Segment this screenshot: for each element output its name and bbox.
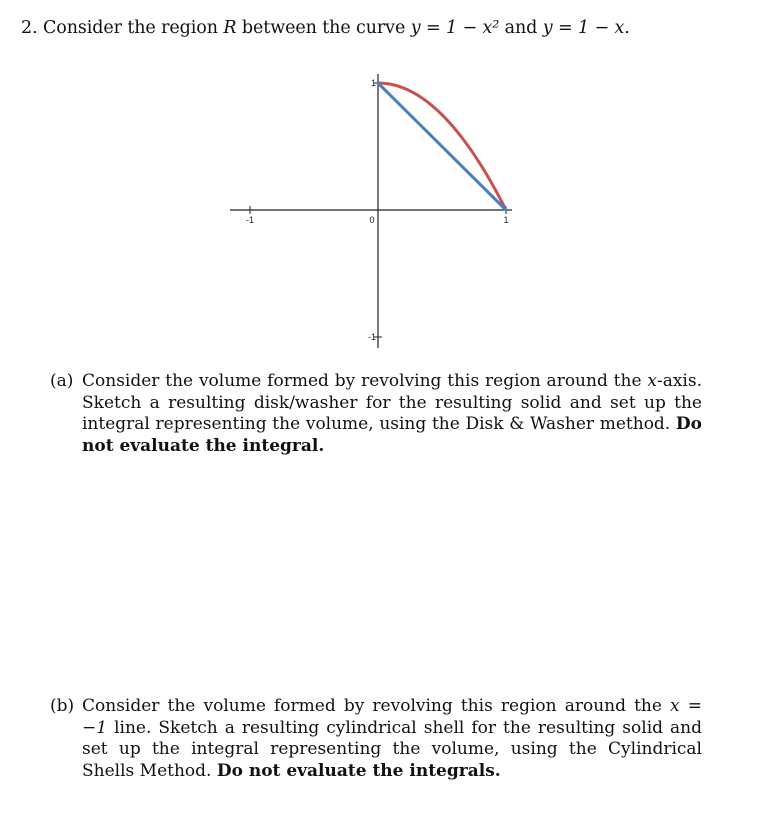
tick-label-y-1: 1	[370, 78, 376, 88]
part-b-text	[82, 696, 702, 782]
curve-equation: y = 1 − x²	[410, 18, 500, 38]
tick-label-y-neg-1: -1	[367, 332, 376, 342]
problem-text-mid: between the curve	[241, 18, 406, 38]
tick-label-origin: 0	[369, 215, 375, 225]
region-graph	[0, 0, 766, 380]
problem-number: 2.	[21, 18, 38, 38]
region-symbol: R	[223, 18, 237, 38]
part-a-label: (a)	[50, 371, 74, 391]
part-b-line-eq: x = −1	[82, 696, 702, 738]
part-b-text-2: line. Sketch a resulting cylindrical shell for the resulting solid and set up the integral representing the volume, using the Cylindrical Shells Method.	[82, 717, 702, 781]
tick-label-x-1: 1	[503, 215, 509, 225]
part-a-axis-var: x	[647, 371, 657, 391]
part-a	[50, 371, 702, 457]
part-b-text-1: Consider the volume formed by revolving this region around the	[82, 696, 662, 716]
part-a-text-2: -axis. Sketch a resulting disk/washer for the resulting solid and set up the integral representing the volume, using the Disk & Washer method.	[82, 371, 702, 434]
straight-line	[378, 83, 506, 210]
part-a-text-1: Consider the volume formed by revolving this region around the	[82, 371, 642, 391]
part-a-text	[82, 371, 702, 457]
problem-conjunction: and	[504, 18, 538, 38]
part-b-instruction: Do not evaluate the integrals.	[216, 760, 501, 781]
part-b-label: (b)	[50, 696, 75, 716]
problem-text-before: Consider the region	[42, 18, 218, 38]
tick-label-x-neg-1: -1	[245, 215, 255, 225]
line-equation: y = 1 − x.	[542, 18, 630, 38]
part-a-instruction: Do not evaluate the integral.	[82, 414, 702, 456]
part-b	[50, 696, 702, 782]
